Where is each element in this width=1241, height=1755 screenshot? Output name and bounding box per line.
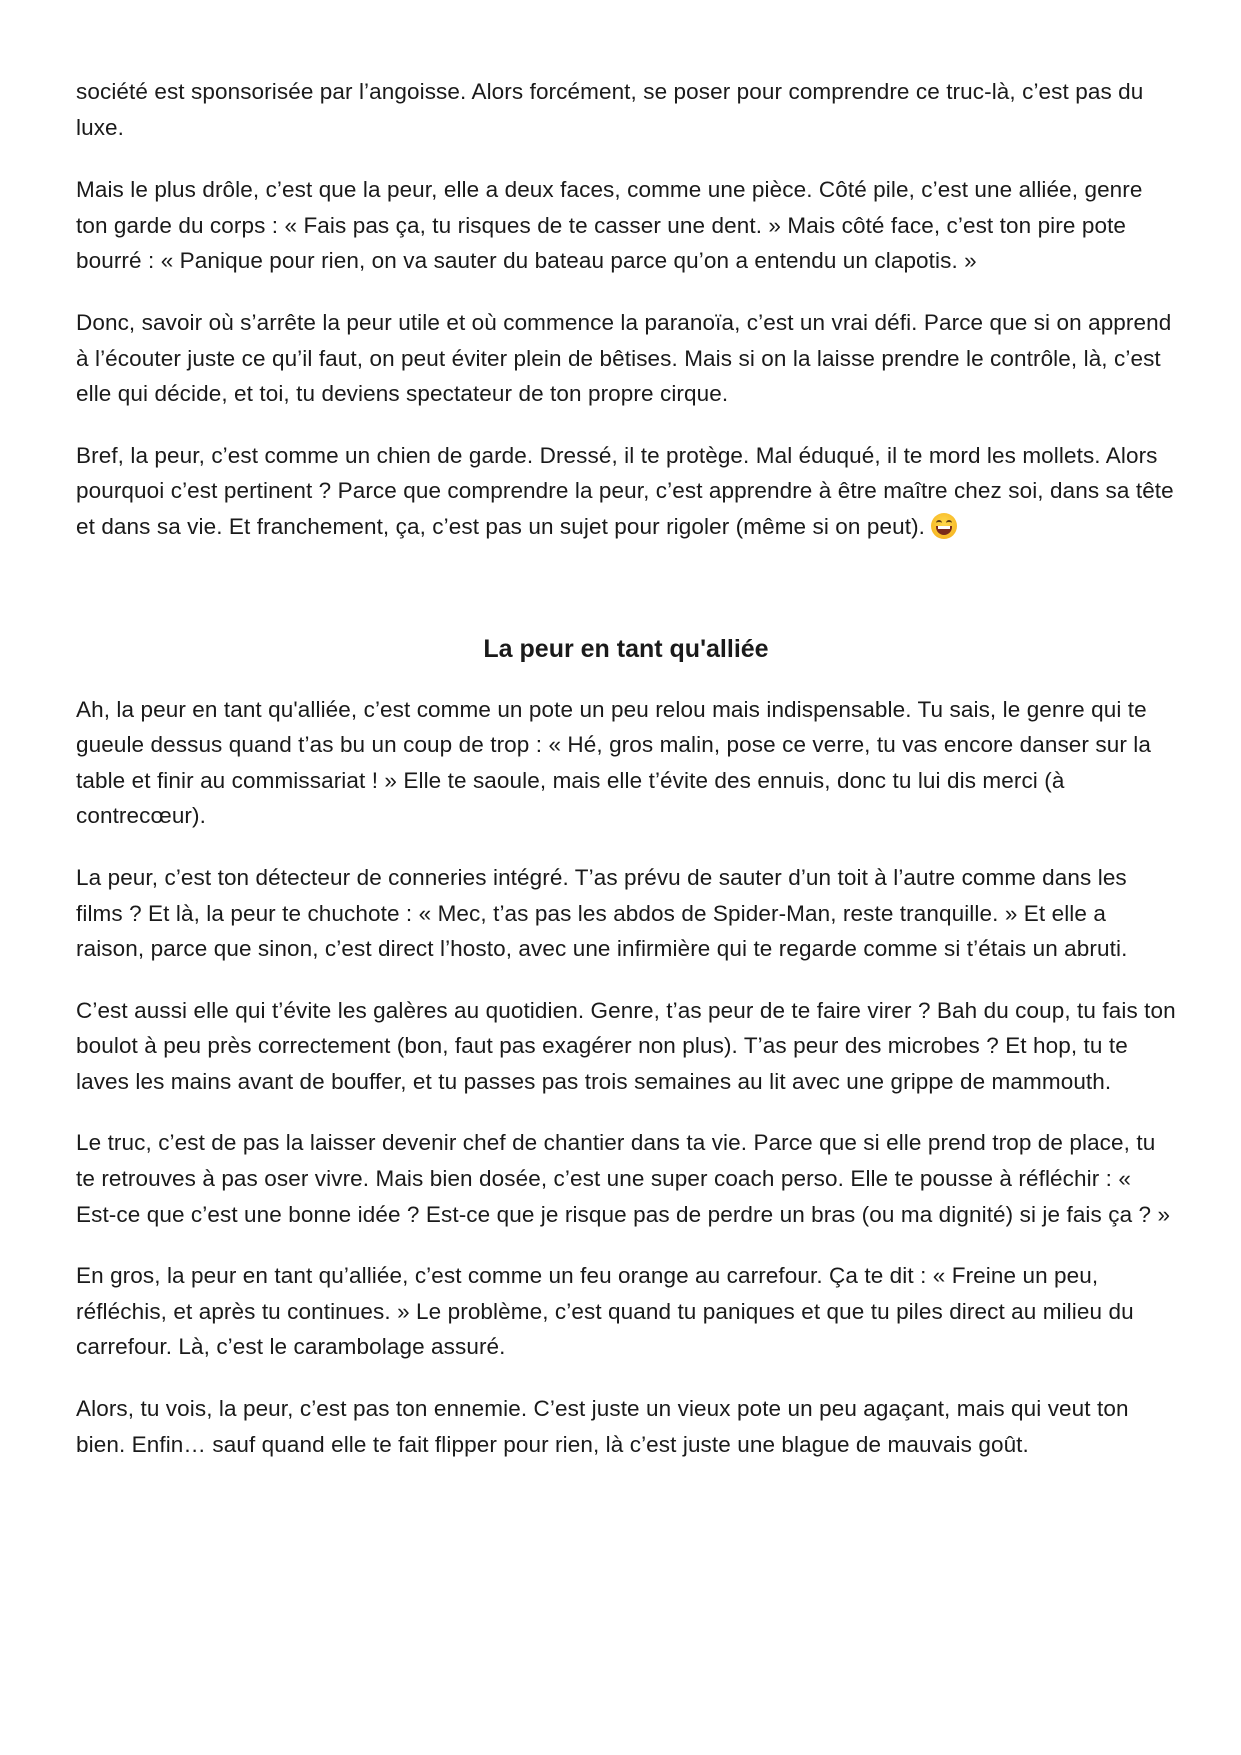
paragraph: Mais le plus drôle, c’est que la peur, elle a deux faces, comme une pièce. Côté pile, c’est une alliée, genre ton garde du corps : « Fais pas ça, tu risques de te casser une dent. » Mais côté face, c’est ton pire pote bourré : « Panique pour rien, on va sauter du bateau parce qu’on a entendu un clapotis. » <box>76 177 1143 274</box>
paragraph: Ah, la peur en tant qu'alliée, c’est comme un pote un peu relou mais indispensable. Tu sais, le genre qui te gueule dessus quand t’as bu un coup de trop : « Hé, gros malin, pose ce verre, tu vas encore danser sur la table et finir au commissariat ! » Elle te saoule, mais elle t’évite des ennuis, donc tu lui dis merci (à contrecœur). <box>76 696 1151 829</box>
paragraph: C’est aussi elle qui t’évite les galères au quotidien. Genre, t’as peur de te faire virer ? Bah du coup, tu fais ton boulot à peu près correctement (bon, faut pas exagérer non plus). T’as peur des microbes ? Et hop, tu te laves les mains avant de bouffer, et tu passes pas trois semaines au lit avec une grippe de mammouth. <box>76 997 1176 1094</box>
paragraph: Le truc, c’est de pas la laisser devenir chef de chantier dans ta vie. Parce que si elle prend trop de place, tu te retrouves à pas oser vivre. Mais bien dosée, c’est une super coach perso. Elle te pousse à réfléchir : « Est-ce que c’est une bonne idée ? Est-ce que je risque pas de perdre un bras (ou ma dignité) si je fais ça ? » <box>76 1130 1171 1227</box>
paragraph-with-emoji <box>76 438 1176 545</box>
paragraph: société est sponsorisée par l’angoisse. Alors forcément, se poser pour comprendre ce truc-là, c’est pas du luxe. <box>76 79 1144 140</box>
paragraph: Donc, savoir où s’arrête la peur utile et où commence la paranoïa, c’est un vrai défi. Parce que si on apprend à l’écouter juste ce qu’il faut, on peut éviter plein de bêtises. Mais si on la laisse prendre le contrôle, là, c’est elle qui décide, et toi, tu deviens spectateur de ton propre cirque. <box>76 309 1172 407</box>
paragraph: En gros, la peur en tant qu’alliée, c’est comme un feu orange au carrefour. Ça te dit : « Freine un peu, réfléchis, et après tu continues. » Le problème, c’est quand tu paniques et que tu piles direct au milieu du carrefour. Là, c’est le carambolage assuré. <box>76 1263 1134 1360</box>
section-heading: La peur en tant qu'alliée <box>483 634 769 663</box>
paragraph-text: Bref, la peur, c’est comme un chien de garde. Dressé, il te protège. Mal éduqué, il te mord les mollets. Alors pourquoi c’est pertinent ? Parce que comprendre la peur, c’est apprendre à être maître chez soi, dans sa tête et dans sa vie. Et franchement, ça, c’est pas un sujet pour rigoler (même si on peut). <box>76 442 1174 539</box>
grinning-squinting-face-icon <box>931 513 957 539</box>
paragraph: La peur, c’est ton détecteur de conneries intégré. T’as prévu de sauter d’un toit à l’autre comme dans les films ? Et là, la peur te chuchote : « Mec, t’as pas les abdos de Spider-Man, reste tranquille. » Et elle a raison, parce que sinon, c’est direct l’hosto, avec une infirmière qui te regarde comme si t’étais un abruti. <box>76 864 1128 962</box>
paragraph: Alors, tu vois, la peur, c’est pas ton ennemie. C’est juste un vieux pote un peu agaçant, mais qui veut ton bien. Enfin… sauf quand elle te fait flipper pour rien, là c’est juste une blague de mauvais goût. <box>76 1396 1129 1457</box>
document-page <box>76 74 1176 1488</box>
